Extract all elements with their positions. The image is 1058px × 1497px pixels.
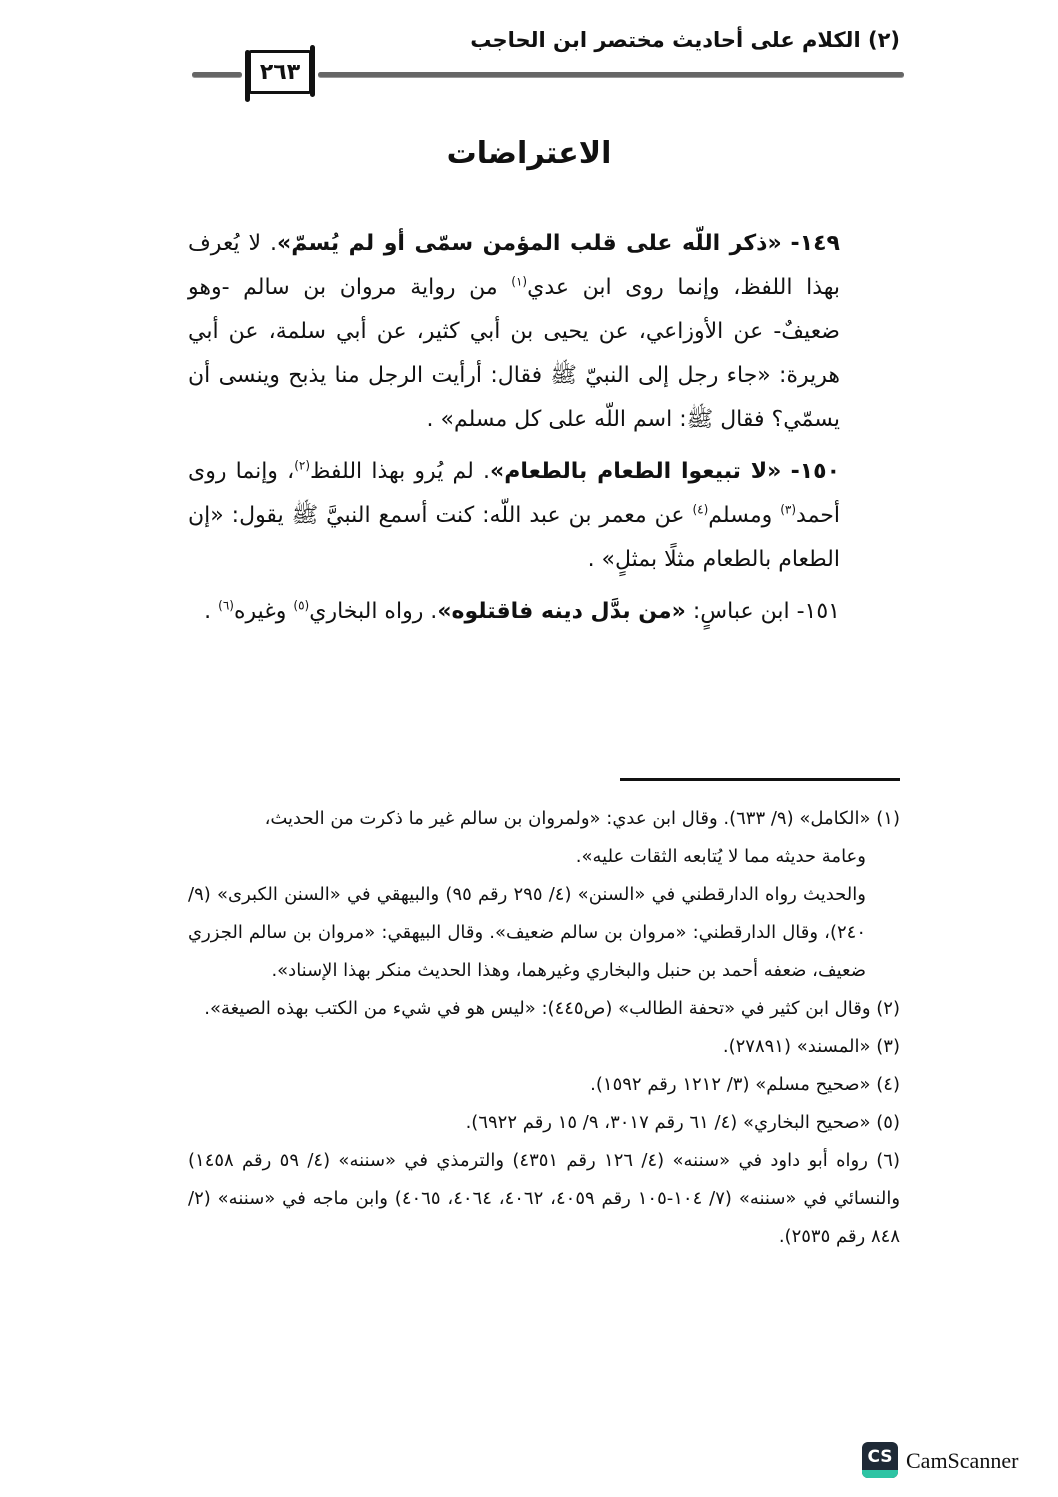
- section-title: الاعتراضات: [446, 136, 612, 171]
- entry-number: ١٤٩-: [790, 231, 840, 256]
- camscanner-logo-text: CS: [867, 1447, 893, 1467]
- header-rule-left: [192, 72, 242, 77]
- entry-text: عن معمر بن عبد اللّه: كنت أسمع النبيَّ ﷺ يقول: «إن الطعام بالطعام مثلًا بمثلٍ» .: [188, 503, 840, 572]
- footnote-separator: [620, 778, 900, 781]
- entry-number: ١٥٠-: [790, 459, 841, 484]
- hadith-quote: «ذكر اللّه على قلب المؤمن سمّى أو لم يُسمّ»: [276, 231, 782, 256]
- footnote-1-continued: وعامة حديثه مما لا يُتابعه الثقات عليه».: [575, 846, 866, 867]
- entry-150: [188, 450, 900, 582]
- footnote-2: (٢) وقال ابن كثير في «تحفة الطالب» (ص٤٤٥): «ليس هو في شيء من الكتب بهذه الصيغة».: [204, 998, 900, 1019]
- entry-text: . رواه البخاري: [309, 599, 438, 624]
- entry-text: . لم يُرو بهذا اللفظ: [310, 459, 491, 484]
- entry-text: ابن عباسٍ:: [685, 599, 797, 624]
- page-number-box: [248, 50, 312, 94]
- entry-149: [188, 222, 900, 442]
- footnote-ref[interactable]: (٢): [294, 458, 311, 473]
- footnote-4: (٤) «صحيح مسلم» (٣/ ١٢١٢ رقم ١٥٩٢).: [590, 1074, 900, 1095]
- header-rule-right: [318, 72, 904, 77]
- entry-text: ، وإنما روى أحمد: [188, 459, 840, 528]
- entry-text: وغيره: [233, 599, 294, 624]
- entry-text: .: [204, 599, 219, 624]
- entry-text: من رواية مروان بن سالم -وهو ضعيفٌ- عن الأوزاعي، عن يحيى بن أبي كثير، عن أبي سلمة، عن أبي هريرة: «جاء رجل إلى النبيّ ﷺ فقال: أرأيت الرجل منا يذبح وينسى أن يسمّي؟ فقال ﷺ: اسم اللّه على كل مسلم» .: [188, 275, 840, 432]
- entry-text: ومسلم: [708, 503, 781, 528]
- footnotes: [188, 800, 900, 1256]
- running-header-title: (٢) الكلام على أحاديث مختصر ابن الحاجب: [470, 28, 900, 52]
- entry-151: [188, 590, 900, 634]
- footnote-ref[interactable]: (١): [511, 274, 528, 289]
- footnote-1: (١) «الكامل» (٩/ ٦٣٣). وقال ابن عدي: «ولمروان بن سالم غير ما ذكرت من الحديث،: [264, 808, 900, 829]
- page-number: ٢٦٣: [259, 59, 301, 85]
- hadith-quote: «لا تبيعوا الطعام بالطعام»: [490, 459, 782, 484]
- footnote-1-extra: والحديث رواه الدارقطني في «السنن» (٤/ ٢٩٥ رقم ٩٥) والبيهقي في «السنن الكبرى» (٩/ ٢٤٠)، وقال الدارقطني: «مروان بن سالم ضعيف». وقال البيهقي: «مروان بن سالم الجزري ضعيف، ضعفه أحمد بن حنبل والبخاري وغيرهما، وهذا الحديث منكر بهذا الإسناد».: [188, 884, 866, 981]
- footnote-3: (٣) «المسند» (٢٧٨٩١).: [722, 1036, 900, 1057]
- camscanner-brand: CamScanner: [906, 1448, 1019, 1473]
- footnote-5: (٥) «صحيح البخاري» (٤/ ٦١ رقم ٣٠١٧، ٩/ ١٥ رقم ٦٩٢٢).: [465, 1112, 900, 1133]
- footnote-ref[interactable]: (٣): [780, 502, 797, 517]
- footnote-ref[interactable]: (٦): [218, 598, 234, 613]
- footnote-6: (٦) رواه أبو داود في «سننه» (٤/ ١٢٦ رقم ٤٣٥١) والترمذي في «سننه» (٤/ ٥٩ رقم ١٤٥٨) والنسائي في «سننه» (٧/ ١٠٤-١٠٥ رقم ٤٠٥٩، ٤٠٦٢، ٤٠٦٤، ٤٠٦٥) وابن ماجه في «سننه» (٢/ ٨٤٨ رقم ٢٥٣٥).: [188, 1150, 901, 1247]
- footnote-ref[interactable]: (٤): [692, 502, 709, 517]
- footnote-ref[interactable]: (٥): [293, 598, 310, 613]
- hadith-quote: «من بدَّل دينه فاقتلوه»: [437, 599, 686, 624]
- entry-text: . لا يُعرف بهذا اللفظ، وإنما روى ابن عدي: [188, 231, 841, 300]
- entry-number: ١٥١-: [796, 599, 840, 624]
- camscanner-logo-bar: [862, 1470, 898, 1478]
- camscanner-logo-icon: [862, 1442, 898, 1478]
- main-text: [188, 222, 900, 642]
